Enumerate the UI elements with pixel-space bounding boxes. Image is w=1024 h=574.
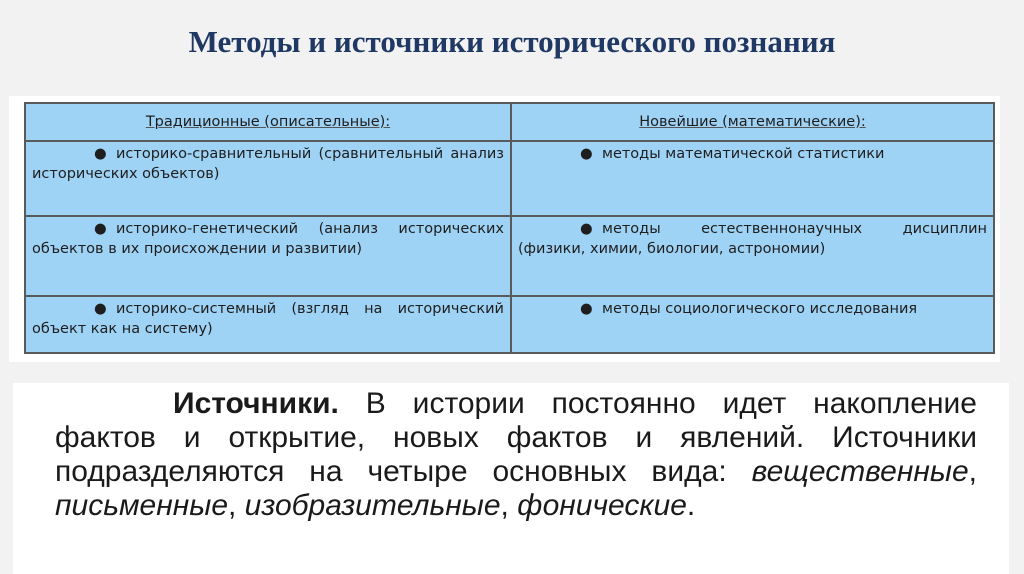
table-row	[25, 296, 994, 353]
bullet-icon: ●	[94, 301, 107, 318]
table-cell	[25, 296, 511, 353]
table-cell	[25, 216, 511, 296]
method-traditional: историко-генетический (анализ исторических объектов в их происхождении и развитии)	[32, 221, 504, 258]
table-cell	[511, 296, 994, 353]
table-cell	[511, 141, 994, 217]
bullet-icon: ●	[580, 301, 593, 318]
bullet-icon: ●	[580, 221, 593, 238]
source-type: письменные	[55, 489, 228, 522]
table-cell	[511, 216, 994, 296]
sources-text: В истории постоянно идет накопление фактов и открытие, новых фактов и явлений. Источники подразделяются на четыре основных вида:	[55, 387, 977, 488]
methods-table	[24, 102, 995, 354]
method-modern: методы математической статистики	[602, 145, 885, 162]
table-cell	[25, 141, 511, 217]
bullet-icon: ●	[94, 145, 107, 162]
table-header-row	[25, 103, 994, 141]
sources-paragraph: Источники. В истории постоянно идет накопление фактов и открытие, новых фактов и явлений. Источники подразделяются на четыре основных вида: вещественные, письменные, изобразительные, фонические.	[55, 387, 977, 522]
table-row	[25, 141, 994, 217]
bullet-icon: ●	[580, 145, 593, 162]
slide-title: Методы и источники исторического познания	[188, 24, 836, 59]
sources-panel	[13, 383, 1009, 574]
source-type: вещественные	[751, 455, 969, 488]
header-traditional: Традиционные (описательные):	[25, 103, 511, 141]
bullet-icon: ●	[94, 221, 107, 238]
method-modern: методы естественнонаучных дисциплин (физики, химии, биологии, астрономии)	[518, 221, 987, 258]
method-traditional: историко-системный (взгляд на исторический объект как на систему)	[32, 301, 504, 338]
method-traditional: историко-сравнительный (сравнительный анализ исторических объектов)	[32, 145, 504, 182]
sources-lead: Источники.	[173, 387, 339, 420]
header-modern: Новейшие (математические):	[511, 103, 994, 141]
method-modern: методы социологического исследования	[602, 301, 918, 318]
source-type: изобразительные	[244, 489, 501, 522]
source-type: фонические	[517, 489, 687, 522]
table-row	[25, 216, 994, 296]
methods-table-panel	[9, 96, 1000, 362]
